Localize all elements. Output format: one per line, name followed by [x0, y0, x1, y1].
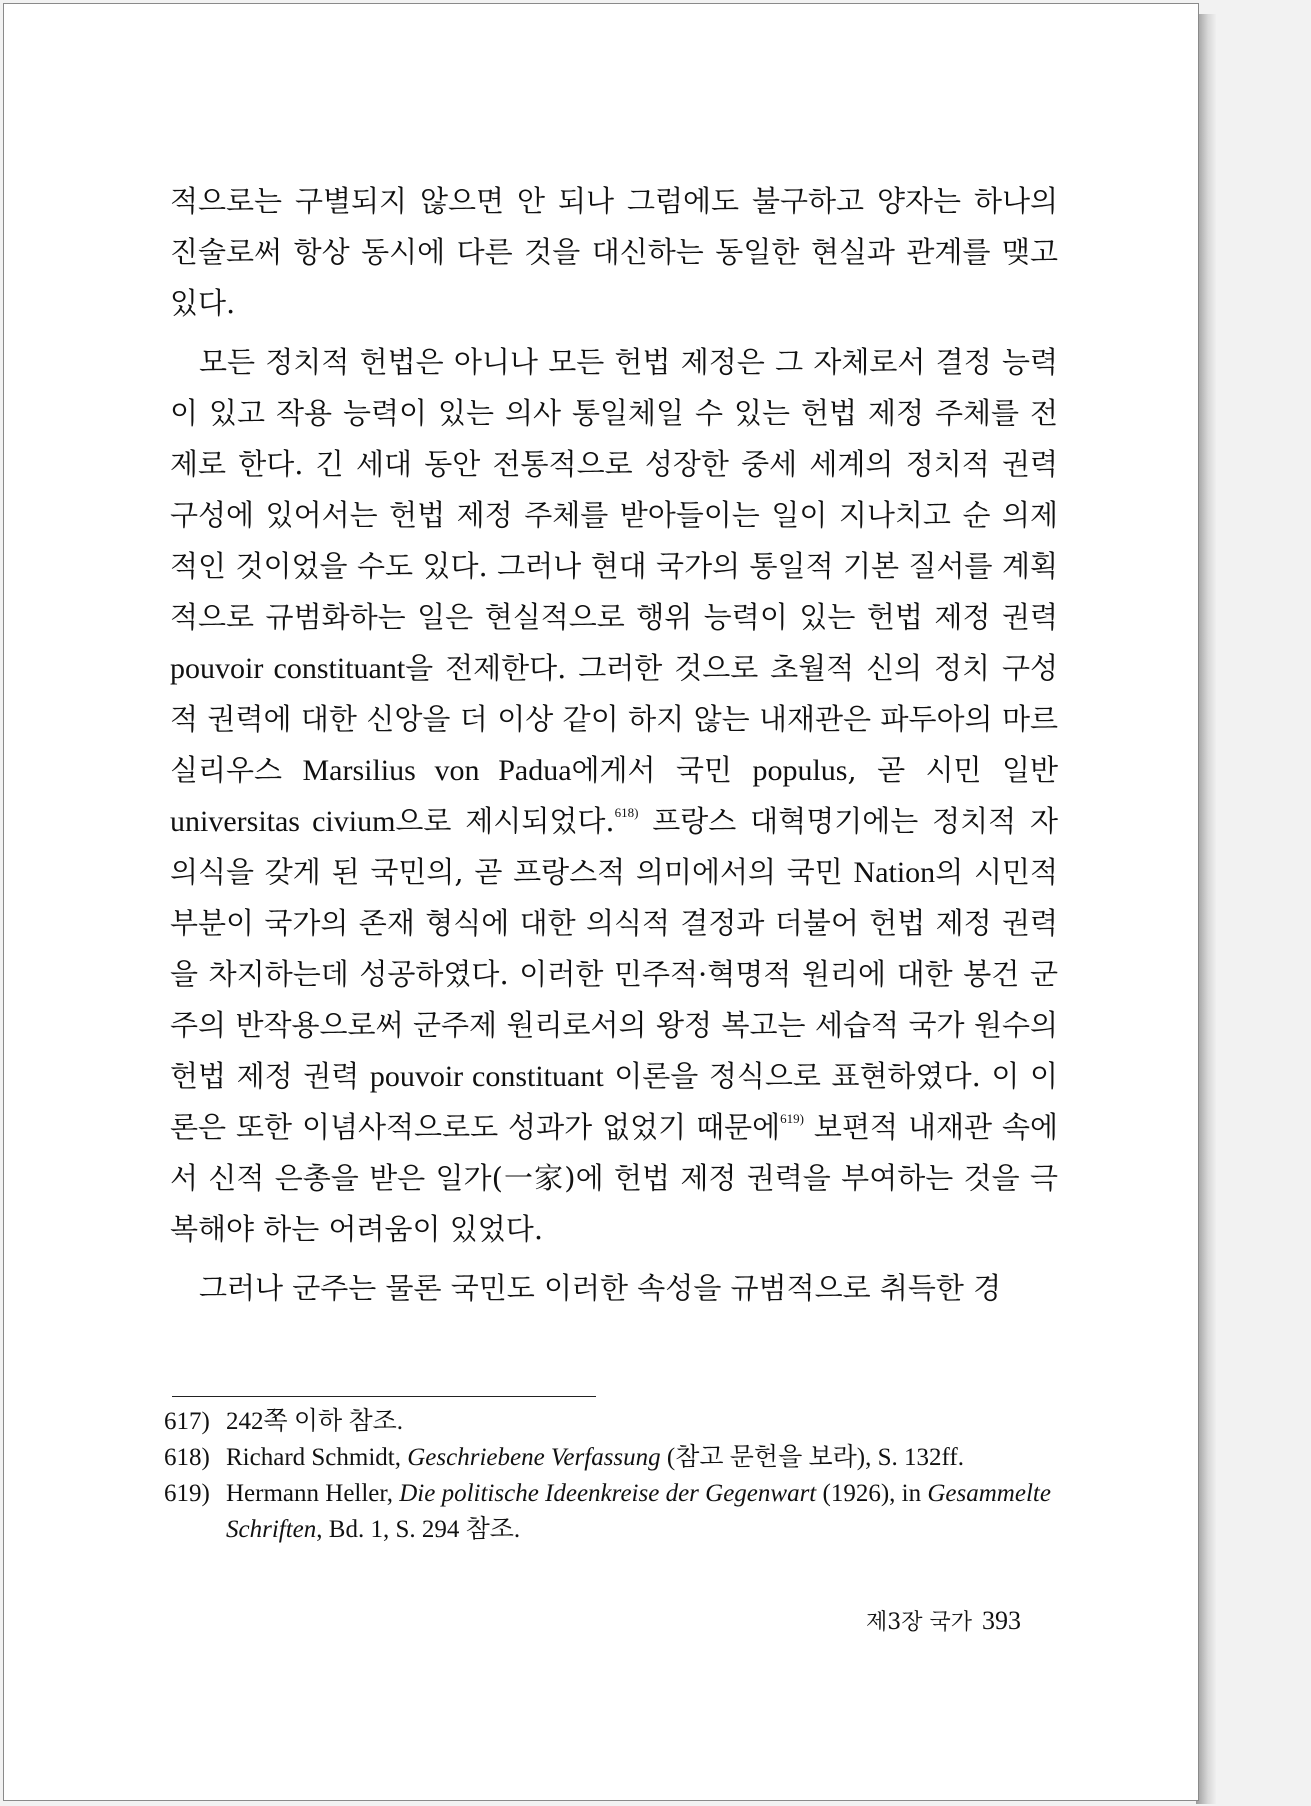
footnote-text: Richard Schmidt,	[226, 1444, 408, 1471]
footnote-title: Die politische Ideenkreise der Gegenwart	[399, 1480, 817, 1507]
book-page	[3, 3, 1199, 1801]
text-run: 의 시민적 부분이 국가의 존재 형식에 대한 의식적 결정과 더불어 헌법 제정 권력을 차지하는데 성공하였다. 이러한 민주적·혁명적 원리에 대한 봉건 군주의 반작용으로써 군주제 원리로서의 왕정 복고는 세습적 국가 원수의 헌법 제정 권력	[170, 855, 1058, 1093]
footnote-number: 619)	[164, 1480, 210, 1507]
foreign-term: Marsilius von Padua	[302, 754, 572, 787]
page-footer	[866, 1605, 1021, 1636]
text-run: 보편적 내재관 속에서 신적 은총을 받은 일가(一家)에 헌법 제정 권력을 부여하는 것을 극복해야 하는 어려움이 있었다.	[170, 1110, 1058, 1246]
body-text	[170, 176, 1058, 1314]
footnote-text: (참고 문헌을 보라), S. 132ff.	[660, 1444, 964, 1471]
paragraph-1: 적으로는 구별되지 않으면 안 되나 그럼에도 불구하고 양자는 하나의 진술로써 항상 동시에 다른 것을 대신하는 동일한 현실과 관계를 맺고 있다.	[170, 184, 1058, 320]
text-run: 프랑스 대혁명기에는 정치적 자의식을 갖게 된 국민의, 곧 프랑스적 의미에서의 국민	[170, 804, 1058, 889]
page-edge-shadow	[1196, 14, 1216, 1804]
text-run: 모든 정치적 헌법은 아니나 모든 헌법 제정은 그 자체로서 결정 능력이 있고 작용 능력이 있는 의사 통일체일 수 있는 헌법 제정 주체를 전제로 한다. 긴 세대 동안 전통적으로 성장한 중세 세계의 정치적 권력 구성에 있어서는 헌법 제정 주체를 받아들이는 일이 지나치고 순 의제적인 것이었을 수도 있다. 그러나 현대 국가의 통일적 기본 질서를 계획적으로 규범화하는 일은 현실적으로 행위 능력이 있는 헌법 제정 권력	[170, 345, 1058, 634]
foreign-term: universitas civium	[170, 805, 396, 838]
footnote-text: Hermann Heller,	[226, 1480, 400, 1507]
footnote-title: Geschriebene Verfassung	[407, 1444, 661, 1471]
foreign-term: populus	[752, 754, 848, 787]
foreign-term: pouvoir constituant	[170, 652, 406, 685]
footnote-618	[164, 1440, 1060, 1476]
page-number: 393	[982, 1606, 1021, 1635]
footnote-617	[164, 1404, 1060, 1440]
footnote-ref-619: 619)	[780, 1111, 804, 1126]
footnote-text: (1926), in	[816, 1480, 928, 1507]
footnote-619	[164, 1476, 1060, 1548]
footnote-ref-618: 618)	[614, 805, 639, 820]
text-run: 을 전제한다. 그러한 것으로 초월적 신의 정치 구성적 권력에 대한 신앙을 더 이상 같이 하지 않는 내재관은 파두아의 마르실리우스	[170, 651, 1058, 787]
text-run: , 곧 시민 일반	[847, 753, 1058, 787]
text-run: 이론을 정식으로 표현하였다. 이 이론은 또한 이념사적으로도 성과가 없었기 때문에	[170, 1059, 1058, 1144]
text-run: 에게서 국민	[571, 753, 753, 787]
text-run: 으로 제시되었다.	[395, 804, 615, 838]
footnote-number: 617)	[164, 1408, 210, 1435]
footnote-text: 242쪽 이하 참조.	[226, 1408, 404, 1435]
paragraph-2	[170, 337, 1058, 1255]
footnote-text: , Bd. 1, S. 294 참조.	[316, 1516, 521, 1543]
chapter-label: 제3장 국가	[866, 1610, 972, 1635]
foreign-term: pouvoir constituant	[369, 1060, 604, 1093]
footnote-title: Gesammelte Schriften	[226, 1480, 1051, 1543]
footnotes	[164, 1404, 1060, 1548]
footnote-number: 618)	[164, 1444, 210, 1471]
footnote-divider	[172, 1396, 596, 1397]
foreign-term: Nation	[853, 856, 936, 889]
paragraph-3: 그러나 군주는 물론 국민도 이러한 속성을 규범적으로 취득한 경	[199, 1271, 1002, 1305]
